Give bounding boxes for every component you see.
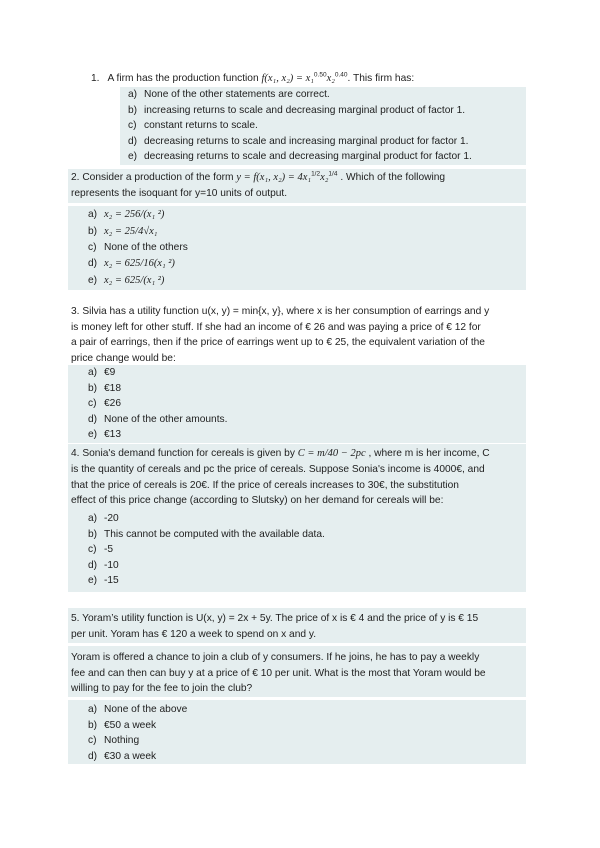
option-text: None of the other statements are correct. [144, 89, 330, 100]
q1-number: 1. [91, 73, 100, 84]
q2-stem-post: . Which of the following [340, 172, 446, 183]
option-text: decreasing returns to scale and decreasing marginal product for factor 1. [144, 151, 472, 162]
q1-formula-mid: x₂ [326, 73, 335, 84]
option-letter: d) [88, 413, 98, 425]
option-letter: a) [88, 367, 98, 378]
option-text: -5 [104, 544, 114, 555]
q4-stem-pre: 4. Sonia's demand function for cereals is given by [71, 448, 295, 459]
q3-stem-line: 3. Silvia has a utility function u(x, y) = min{x, y}, where x is her consumption of earrings and y [71, 306, 490, 317]
q3-option-a[interactable] [88, 365, 115, 381]
option-text: €13 [104, 429, 121, 440]
option-text: None of the others [104, 242, 188, 253]
option-letter: d) [88, 258, 98, 269]
option-letter: b) [88, 528, 98, 540]
q1-option-c[interactable] [128, 118, 258, 134]
option-text: Nothing [104, 735, 140, 746]
q2-option-e[interactable] [88, 273, 164, 289]
q4-formula: C = m/40 − 2pc [297, 448, 366, 459]
option-text: €26 [104, 398, 121, 409]
option-letter: e) [88, 275, 98, 286]
q1-stem-end: . This firm has: [347, 73, 415, 84]
option-text: increasing returns to scale and decreasing marginal product of factor 1. [144, 104, 466, 116]
q4-option-b[interactable] [88, 527, 325, 543]
option-letter: c) [128, 120, 137, 131]
q2-stem-line1 [71, 170, 445, 186]
q5-stem-line: 5. Yoram’s utility function is U(x, y) = 2x + 5y. The price of x is € 4 and the price of y is € 15 [71, 613, 479, 624]
option-text: decreasing returns to scale and increasing marginal product for factor 1. [144, 135, 469, 147]
q1-stem-text: A firm has the production function [107, 73, 259, 84]
option-letter: d) [88, 750, 98, 762]
option-text: x₂ = 625/16(x₁ ²) [104, 258, 175, 269]
option-text: x₂ = 625/(x₁ ²) [104, 275, 165, 286]
q4-stem-line: is the quantity of cereals and pc the price of cereals. Suppose Sonia's income is 4000€, and [71, 464, 485, 475]
q5-stem-part1 [68, 608, 526, 643]
option-text: €9 [104, 367, 116, 378]
q3-option-d[interactable] [88, 412, 227, 428]
q2-option-d[interactable] [88, 256, 175, 272]
q4-option-a[interactable] [88, 511, 119, 527]
q1-option-d[interactable] [128, 134, 468, 150]
option-letter: c) [88, 735, 97, 746]
option-text: x₂ = 25/4√x₁ [104, 226, 158, 237]
option-text: -10 [104, 559, 119, 571]
q1-option-a[interactable] [128, 87, 330, 103]
q4-stem-line1 [71, 446, 490, 462]
option-text: €50 a week [104, 719, 157, 731]
q3-stem [71, 304, 526, 366]
q5-option-b[interactable] [88, 718, 156, 734]
option-text: None of the other amounts. [104, 413, 228, 425]
q4-stem-line: that the price of cereals is 20€. If the price of cereals increases to 30€, the substitution [71, 479, 459, 491]
option-text: -20 [104, 513, 119, 524]
q4-option-d[interactable] [88, 558, 119, 574]
q1-formula: f(x₁, x₂) = x₁ [261, 73, 314, 84]
q3-stem-line: is money left for other stuff. If she had an income of € 26 and was paying a price of € 12 for [71, 321, 481, 333]
q3-option-c[interactable] [88, 396, 121, 412]
q2-option-b[interactable] [88, 224, 157, 240]
q4-option-e[interactable] [88, 573, 119, 589]
q4-block [68, 444, 526, 592]
q5-stem-line: Yoram is offered a chance to join a club of y consumers. If he joins, he has to pay a weekly [71, 652, 480, 663]
q2-stem [68, 169, 526, 203]
option-letter: c) [88, 398, 97, 409]
q1-stem [91, 71, 414, 87]
q2-formula-mid: x₂ [320, 172, 329, 183]
option-letter: c) [88, 544, 97, 555]
q2-option-c[interactable] [88, 240, 188, 256]
q2-option-a[interactable] [88, 207, 164, 223]
q2-stem-pre: 2. Consider a production of the form [71, 172, 234, 183]
option-letter: c) [88, 242, 97, 253]
q4-stem-line: effect of this price change (according to Slutsky) on her demand for cereals will be: [71, 495, 444, 506]
option-letter: e) [88, 575, 98, 586]
q4-option-c[interactable] [88, 542, 113, 558]
q1-options [120, 87, 526, 165]
option-letter: e) [88, 429, 98, 440]
option-text: €18 [104, 382, 121, 394]
q5-option-a[interactable] [88, 702, 187, 718]
q2-stem-line2: represents the isoquant for y=10 units of output. [71, 188, 288, 199]
option-text: None of the above [104, 704, 188, 715]
q3-stem-line: a pair of earrings, then if the price of earrings went up to € 25, the equivalent variation of the [71, 337, 485, 348]
q5-stem-line: willing to pay for the fee to join the club? [71, 683, 253, 694]
q5-option-d[interactable] [88, 749, 156, 765]
option-letter: b) [88, 226, 98, 237]
option-letter: d) [128, 135, 138, 147]
q3-options [68, 365, 526, 443]
q2-formula: y = f(x₁, x₂) = 4x₁ [236, 172, 312, 183]
option-letter: a) [128, 89, 138, 100]
q3-stem-line: price change would be: [71, 352, 176, 364]
option-letter: b) [128, 104, 138, 116]
q5-options [68, 700, 526, 764]
q4-stem-post: , where m is her income, C [368, 448, 490, 459]
q1-exp1: 0.50 [313, 71, 327, 79]
option-letter: d) [88, 559, 98, 571]
q1-exp2: 0.40 [334, 71, 348, 79]
q5-stem-part2 [68, 646, 526, 697]
q1-option-b[interactable] [128, 103, 465, 119]
q3-option-e[interactable] [88, 427, 121, 443]
q5-stem-line: per unit. Yoram has € 120 a week to spend on x and y. [71, 629, 317, 640]
q5-stem-line: fee and can then can buy y at a price of € 10 per unit. What is the most that Yoram would be [71, 667, 486, 679]
q5-option-c[interactable] [88, 733, 139, 749]
q3-option-b[interactable] [88, 381, 121, 397]
option-letter: a) [88, 513, 98, 524]
option-letter: e) [128, 151, 138, 162]
q2-exp2: 1/4 [328, 170, 338, 178]
option-text: This cannot be computed with the available data. [104, 528, 325, 540]
option-text: -15 [104, 575, 119, 586]
option-letter: b) [88, 719, 98, 731]
option-text: €30 a week [104, 750, 157, 762]
q2-options [68, 206, 526, 290]
option-letter: a) [88, 209, 98, 220]
q2-exp1: 1/2 [311, 170, 321, 178]
option-text: x₂ = 256/(x₁ ²) [104, 209, 165, 220]
option-letter: a) [88, 704, 98, 715]
q1-option-e[interactable] [128, 149, 472, 165]
option-letter: b) [88, 382, 98, 394]
option-text: constant returns to scale. [144, 120, 258, 131]
